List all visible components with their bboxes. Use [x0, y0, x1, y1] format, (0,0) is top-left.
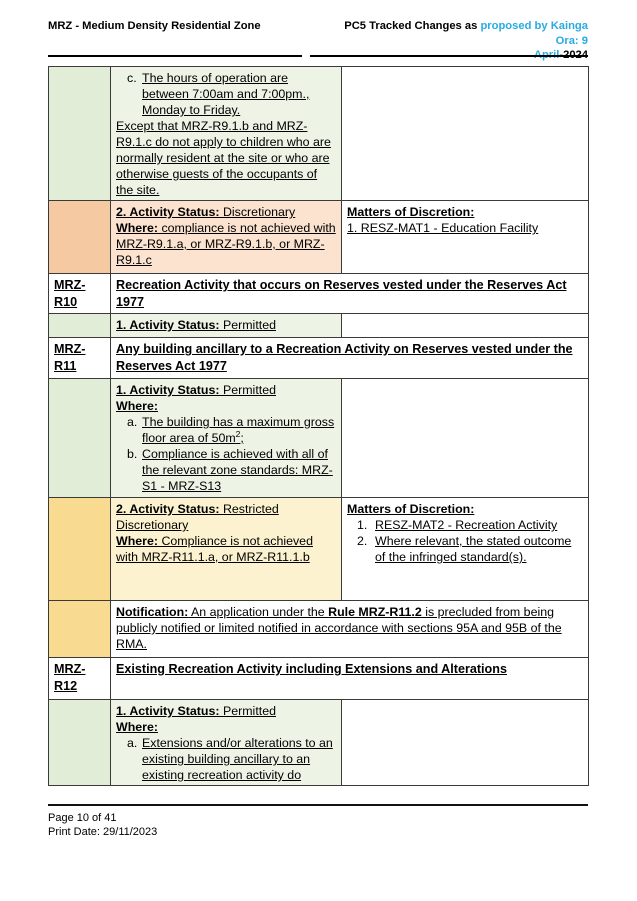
rule-label-cell	[49, 201, 111, 274]
table-row	[49, 201, 589, 274]
table-row	[49, 274, 589, 314]
where-value: compliance is not achieved with MRZ-R9.1.a, or MRZ-R9.1.b, or MRZ-R9.1.c	[116, 221, 336, 267]
where-label: Where:	[116, 221, 158, 235]
list-marker: 2.	[357, 534, 368, 548]
rule-id: MRZ-R12	[54, 662, 86, 693]
condition-item-b: b. Compliance is achieved with all of the relevant zone standards: MRZ-S1 - MRZ-S13	[127, 447, 333, 493]
table-row	[49, 700, 589, 786]
table-row	[49, 338, 589, 379]
document-title: MRZ - Medium Density Residential Zone	[48, 20, 261, 32]
tracked-changes-proposal: proposed by Kainga Ora: 9	[480, 20, 588, 47]
rule-label-cell	[49, 314, 111, 338]
activity-status-cell	[111, 498, 342, 601]
matters-item: 1. RESZ-MAT1 - Education Facility	[347, 221, 539, 235]
superscript: 2	[235, 428, 241, 439]
list-marker: a.	[127, 736, 138, 750]
tracked-changes-line1	[330, 19, 588, 48]
page-footer	[48, 812, 157, 839]
where-label: Where:	[116, 720, 158, 734]
rule-title-cell	[111, 274, 589, 314]
activity-status-label: 2. Activity Status:	[116, 205, 220, 219]
rule-title: Existing Recreation Activity including Extensions and Alterations	[116, 662, 507, 676]
rule-label-cell	[49, 498, 111, 601]
activity-status-cell	[111, 700, 342, 786]
condition-item-c: c. The hours of operation are between 7:00am and 7:00pm., Monday to Friday.	[127, 71, 310, 117]
tracked-changes-year: -2024	[559, 49, 588, 61]
rule-label-cell	[49, 67, 111, 201]
footer-rule	[48, 804, 588, 806]
list-marker: 1.	[357, 518, 368, 532]
matters-heading: Matters of Discretion:	[347, 502, 475, 516]
rule-label-cell	[49, 601, 111, 658]
activity-status-cell	[111, 67, 342, 201]
list-marker: c.	[127, 71, 137, 85]
rule-label-cell	[49, 700, 111, 786]
header-rule-right-segment	[310, 55, 588, 57]
rule-title-cell	[111, 338, 589, 379]
rule-title: Any building ancillary to a Recreation Activity on Reserves vested under the Reserves Act 1977	[116, 342, 573, 373]
activity-status-value: Permitted	[219, 318, 276, 332]
activity-status-value: Permitted	[219, 704, 276, 718]
matters-cell	[342, 314, 589, 338]
matters-item-2: 2. Where relevant, the stated outcome of the infringed standard(s).	[357, 534, 572, 564]
activity-status-cell	[111, 379, 342, 498]
notification-label: Notification:	[116, 605, 189, 619]
rule-title-cell	[111, 658, 589, 700]
table-row	[49, 498, 589, 601]
tracked-changes-prefix: PC5 Tracked Changes as	[344, 20, 481, 32]
matters-cell	[342, 498, 589, 601]
list-marker: a.	[127, 415, 138, 429]
matters-item-1: 1. RESZ-MAT2 - Recreation Activity	[357, 518, 558, 532]
activity-status-value: Permitted	[219, 383, 276, 397]
table-row	[49, 379, 589, 498]
where-label: Where:	[116, 534, 158, 548]
rule-id: MRZ-R10	[54, 278, 86, 309]
table-row	[49, 314, 589, 338]
condition-item-a: a. Extensions and/or alterations to an existing building ancillary to an existing recreation activity do	[127, 736, 333, 782]
rule-id-cell	[49, 658, 111, 700]
activity-status-value: Restricted Discretionary	[116, 502, 279, 532]
matters-cell	[342, 700, 589, 786]
zone-rules-table	[48, 66, 589, 786]
table-row	[49, 658, 589, 700]
table-row	[49, 67, 589, 201]
rule-label-cell	[49, 379, 111, 498]
activity-status-label: 1. Activity Status:	[116, 704, 220, 718]
matters-cell	[342, 379, 589, 498]
matters-cell	[342, 201, 589, 274]
where-value: Compliance is not achieved with MRZ-R11.1.a, or MRZ-R11.1.b	[116, 534, 313, 564]
activity-status-label: 1. Activity Status:	[116, 318, 220, 332]
rule-title: Recreation Activity that occurs on Reserves vested under the Reserves Act 1977	[116, 278, 567, 309]
rule-id: MRZ-R11	[54, 342, 86, 373]
activity-status-label: 2. Activity Status:	[116, 502, 220, 516]
rule-id-cell	[49, 274, 111, 314]
exception-text: Except that MRZ-R9.1.b and MRZ-R9.1.c do not apply to children who are normally resident at the site or who are otherwise guests of the occupants of the site.	[116, 119, 331, 197]
condition-item-a: a. The building has a maximum gross floor area of $50m^2$;	[127, 415, 335, 445]
rule-id-cell	[49, 338, 111, 379]
print-date: Print Date: 29/11/2023	[48, 825, 158, 838]
header-rule	[48, 55, 588, 57]
matters-cell	[342, 67, 589, 201]
header-rule-left-segment	[48, 55, 302, 57]
table-row	[49, 601, 589, 658]
rule-reference: Rule MRZ-R11.2	[328, 605, 422, 619]
list-marker: b.	[127, 447, 138, 461]
where-label: Where:	[116, 399, 158, 413]
activity-status-cell	[111, 314, 342, 338]
notification-cell: Notification: An application under the Rule MRZ-R11.2 is precluded from being publicly notified or limited notified in accordance with sections 95A and 95B of the RMA.	[111, 601, 589, 658]
matters-heading: Matters of Discretion:	[347, 205, 475, 219]
tracked-changes-month: April	[533, 49, 560, 61]
activity-status-value: Discretionary	[219, 205, 296, 219]
page-number: Page 10 of 41	[48, 812, 117, 824]
activity-status-cell	[111, 201, 342, 274]
activity-status-label: 1. Activity Status:	[116, 383, 220, 397]
